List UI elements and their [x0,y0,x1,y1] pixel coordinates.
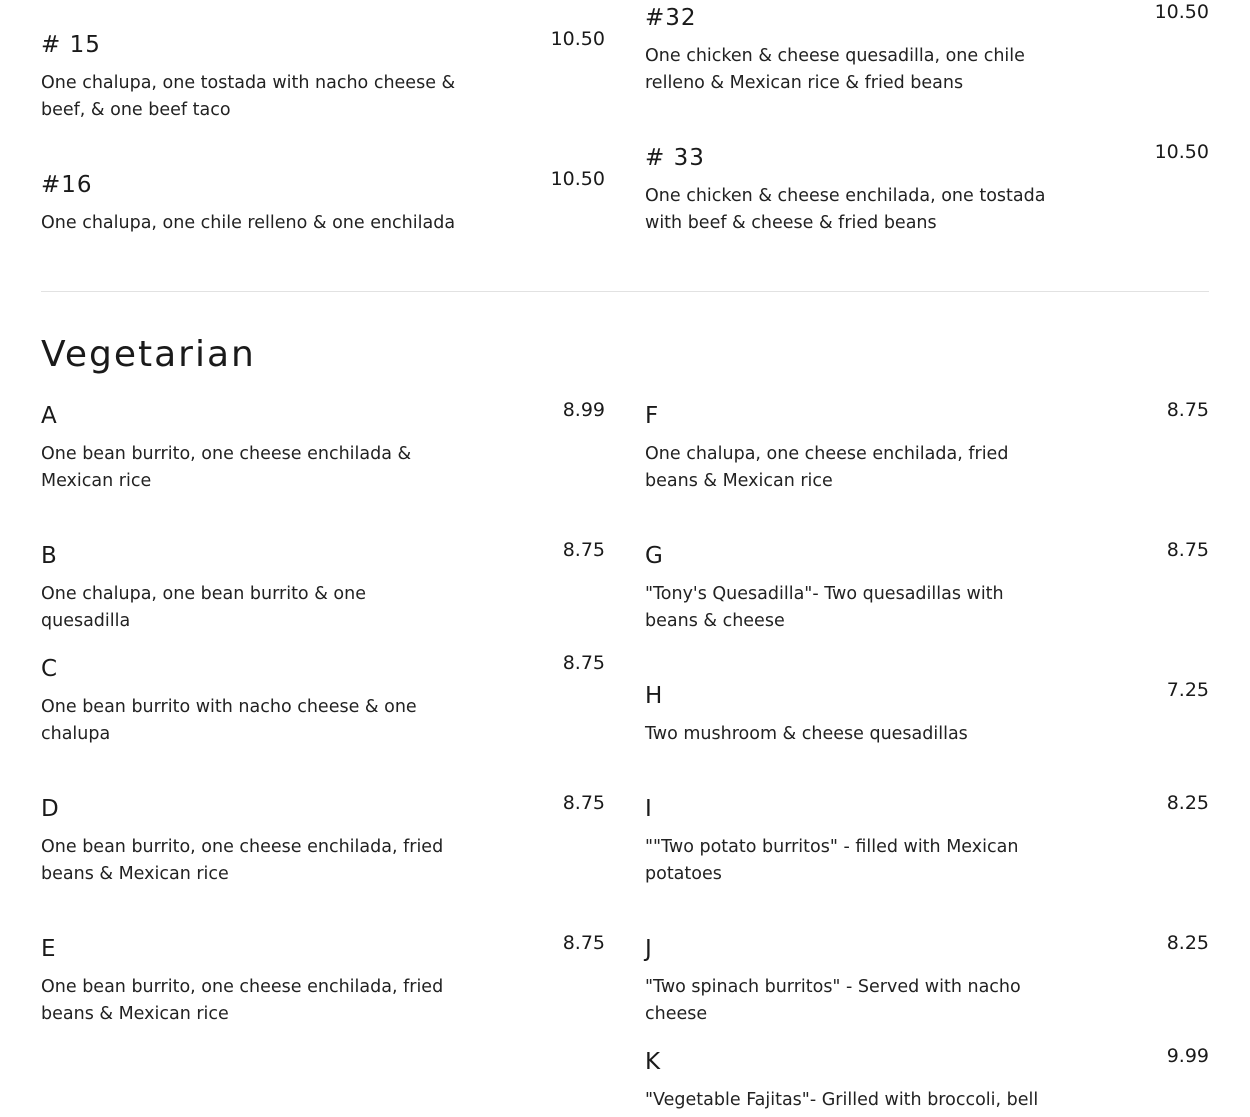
item-name: #32 [645,5,697,31]
section-divider [41,291,1209,292]
item-price: 10.50 [1154,141,1209,163]
item-name: K [645,1049,662,1075]
item-price: 8.25 [1166,932,1209,954]
item-price: 8.75 [562,652,605,674]
section-title-vegetarian: Vegetarian [41,334,256,375]
item-description: "Tony's Quesadilla"- Two quesadillas with beans & cheese [645,584,1004,631]
item-price: 8.75 [562,539,605,561]
item-price: 8.75 [1166,399,1209,421]
item-name: # 15 [41,32,101,58]
item-price: 10.50 [550,168,605,190]
item-description: One chalupa, one bean burrito & one quesadilla [41,584,366,631]
item-name: D [41,796,60,822]
item-description: "Vegetable Fajitas"- Grilled with broccoli, bell [645,1090,1039,1110]
item-name: H [645,683,664,709]
item-price: 10.50 [1154,1,1209,23]
item-price: 8.75 [562,792,605,814]
item-name: B [41,543,58,569]
item-description: "Two spinach burritos" - Served with nacho cheese [645,977,1021,1024]
item-price: 8.75 [1166,539,1209,561]
item-description: One bean burrito, one cheese enchilada, fried beans & Mexican rice [41,977,444,1024]
item-name: C [41,656,59,682]
item-description: One chalupa, one chile relleno & one enchilada [41,213,456,233]
item-name: J [645,936,653,962]
item-price: 8.75 [562,932,605,954]
item-description: One chalupa, one tostada with nacho cheese & beef, & one beef taco [41,73,456,120]
item-description: One bean burrito, one cheese enchilada, fried beans & Mexican rice [41,837,444,884]
item-price: 8.99 [562,399,605,421]
item-price: 8.25 [1166,792,1209,814]
item-name: #16 [41,172,93,198]
item-price: 9.99 [1166,1045,1209,1067]
item-name: I [645,796,653,822]
item-name: A [41,403,58,429]
item-price: 7.25 [1166,679,1209,701]
item-description: ""Two potato burritos" - filled with Mexican potatoes [645,837,1019,884]
item-description: Two mushroom & cheese quesadillas [645,724,968,744]
item-description: One chalupa, one cheese enchilada, fried beans & Mexican rice [645,444,1009,491]
item-name: F [645,403,660,429]
item-description: One bean burrito with nacho cheese & one chalupa [41,697,417,744]
item-name: G [645,543,664,569]
item-description: One chicken & cheese enchilada, one tostada with beef & cheese & fried beans [645,186,1046,233]
item-price: 10.50 [550,28,605,50]
item-description: One bean burrito, one cheese enchilada & Mexican rice [41,444,412,491]
item-description: One chicken & cheese quesadilla, one chile relleno & Mexican rice & fried beans [645,46,1025,93]
item-name: # 33 [645,145,705,171]
item-name: E [41,936,57,962]
